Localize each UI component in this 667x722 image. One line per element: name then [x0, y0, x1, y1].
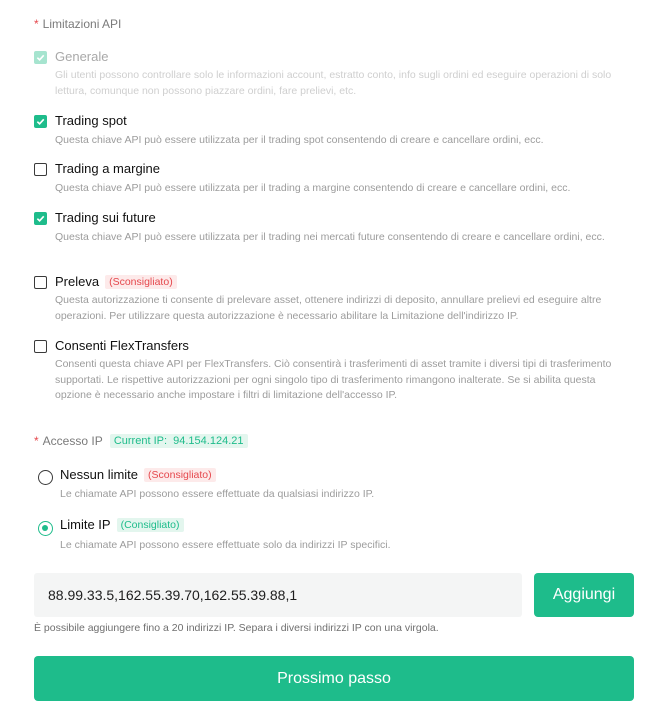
recommended-badge: (Consigliato) — [117, 518, 184, 532]
option-title-no-limit: Nessun limite (Sconsigliato) — [60, 467, 216, 482]
checkbox-trading-spot[interactable] — [34, 115, 47, 128]
checkbox-trading-margine[interactable] — [34, 163, 47, 176]
checkbox-generale[interactable] — [34, 51, 47, 64]
permission-desc-trading-margine: Questa chiave API può essere utilizzata per il trading a margine consentendo di creare e cancellare ordini, ecc. — [55, 182, 571, 194]
not-recommended-badge: (Sconsigliato) — [144, 468, 216, 482]
ip-access-label: * Accesso IP Current IP: 94.154.124.21 — [34, 434, 248, 448]
api-limits-label: * Limitazioni API — [34, 17, 122, 31]
option-title-ip-limit: Limite IP (Consigliato) — [60, 517, 184, 532]
option-desc-no-limit: Le chiamate API possono essere effettuate da qualsiasi indirizzo IP. — [60, 488, 375, 500]
add-ip-button[interactable]: Aggiungi — [534, 573, 634, 617]
current-ip-badge: Current IP: 94.154.124.21 — [110, 434, 248, 448]
checkbox-flextransfers[interactable] — [34, 340, 47, 353]
permission-title-trading-future: Trading sui future — [55, 210, 156, 225]
next-step-button[interactable]: Prossimo passo — [34, 656, 634, 701]
permission-desc-preleva: Questa autorizzazione ti consente di prelevare asset, ottenere indirizzi di deposito, annullare prelievi ed eseguire altre operazioni. Per utilizzare questa autorizzazione è necessario abilitare la Limitazione dell'indirizzo IP. — [55, 294, 602, 322]
check-icon — [36, 117, 45, 126]
not-recommended-badge: (Sconsigliato) — [105, 275, 177, 289]
option-desc-ip-limit: Le chiamate API possono essere effettuate solo da indirizzi IP specifici. — [60, 539, 391, 551]
permission-title-preleva: Preleva (Sconsigliato) — [55, 274, 177, 289]
required-mark: * — [34, 434, 39, 448]
permission-title-trading-margine: Trading a margine — [55, 161, 161, 176]
permission-title-generale: Generale — [55, 49, 109, 64]
checkbox-trading-future[interactable] — [34, 212, 47, 225]
checkbox-preleva[interactable] — [34, 276, 47, 289]
ip-address-input[interactable] — [34, 573, 522, 617]
required-mark: * — [34, 17, 39, 31]
permission-desc-trading-future: Questa chiave API può essere utilizzata per il trading nei mercati future consentendo di creare e cancellare ordini, ecc. — [55, 231, 605, 243]
permission-desc-trading-spot: Questa chiave API può essere utilizzata per il trading spot consentendo di creare e cancellare ordini, ecc. — [55, 134, 544, 146]
check-icon — [36, 53, 45, 62]
permission-title-flextransfers: Consenti FlexTransfers — [55, 338, 189, 353]
ip-hint: È possibile aggiungere fino a 20 indirizzi IP. Separa i diversi indirizzi IP con una virgola. — [34, 622, 439, 634]
permission-desc-flextransfers: Consenti questa chiave API per FlexTransfers. Ciò consentirà i trasferimenti di asset tramite i diversi tipi di trasferimento supportati. Le rispettive autorizzazioni per ogni singolo tipo di trasferimento rimangono inalterate. Se si abilita questa opzione è necessario anche impostare i filtri di limitazione dell'accesso IP. — [55, 358, 612, 401]
radio-ip-limit[interactable] — [38, 521, 53, 536]
check-icon — [36, 214, 45, 223]
permission-title-trading-spot: Trading spot — [55, 113, 127, 128]
radio-no-limit[interactable] — [38, 470, 53, 485]
permission-desc-generale: Gli utenti possono controllare solo le informazioni account, estratto conto, info sugli ordini ed eseguire operazioni di solo lettura, comunque non possono piazzare ordini, fare prelievi, etc. — [55, 69, 612, 97]
